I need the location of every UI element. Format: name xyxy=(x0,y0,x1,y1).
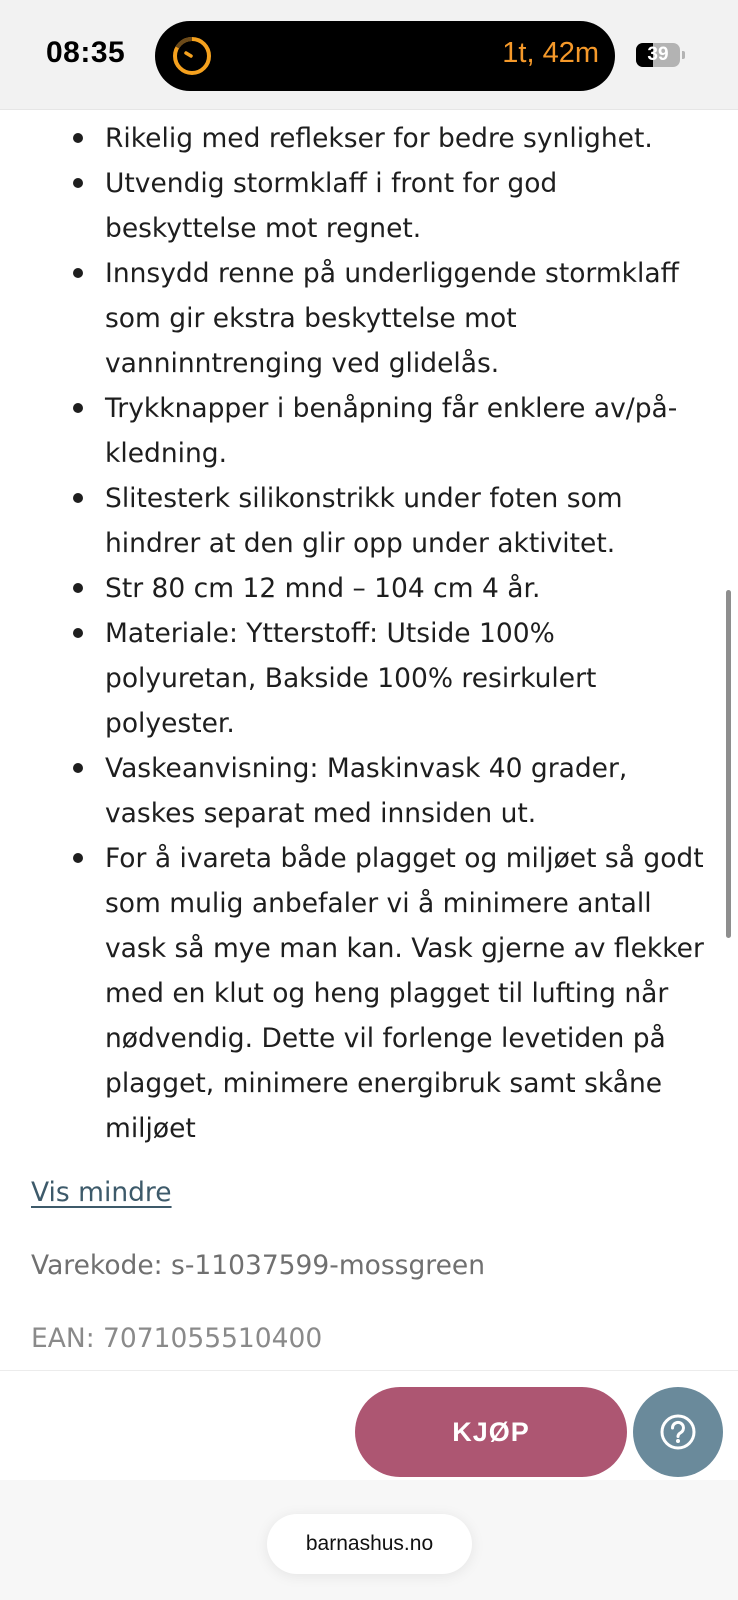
bullet-icon xyxy=(73,178,83,188)
feature-text: Slitesterk silikonstrikk under foten som hindrer at den glir opp under aktivitet. xyxy=(105,483,623,559)
help-button[interactable] xyxy=(633,1387,723,1477)
bullet-icon xyxy=(73,853,83,863)
feature-text: Vaskeanvisning: Maskinvask 40 grader, vaskes separat med innsiden ut. xyxy=(105,753,628,829)
bullet-icon xyxy=(73,493,83,503)
feature-text: Innsydd renne på underliggende stormklaff som gir ekstra beskyttelse mot vanninntrenging ved glidelås. xyxy=(105,258,679,379)
feature-text: Rikelig med reflekser for bedre synlighet. xyxy=(105,123,653,154)
feature-text: Materiale: Ytterstoff: Utside 100% polyuretan, Bakside 100% resirkulert polyester. xyxy=(105,618,597,739)
bullet-icon xyxy=(73,628,83,638)
show-less-link[interactable]: Vis mindre xyxy=(31,1177,172,1208)
product-description xyxy=(0,110,738,1370)
buy-button[interactable]: KJØP xyxy=(355,1387,627,1477)
list-item xyxy=(0,386,738,476)
feature-text: Utvendig stormklaff i front for god beskyttelse mot regnet. xyxy=(105,168,558,244)
scrollbar[interactable] xyxy=(726,590,731,938)
timer-icon xyxy=(171,35,213,77)
battery-icon xyxy=(636,43,680,67)
feature-text: Str 80 cm 12 mnd – 104 cm 4 år. xyxy=(105,573,541,604)
status-time: 08:35 xyxy=(46,36,126,69)
list-item xyxy=(0,476,738,566)
list-item xyxy=(0,836,738,1151)
list-item xyxy=(0,611,738,746)
bullet-icon xyxy=(73,583,83,593)
timer-remaining: 1t, 42m xyxy=(502,37,599,69)
list-item xyxy=(0,566,738,611)
bullet-icon xyxy=(73,133,83,143)
feature-text: Trykknapper i benåpning får enklere av/på-kledning. xyxy=(105,393,678,469)
battery-nub xyxy=(682,51,685,59)
list-item xyxy=(0,161,738,251)
question-circle-icon xyxy=(659,1413,697,1451)
bullet-icon xyxy=(73,268,83,278)
url-bar[interactable]: barnashus.no xyxy=(267,1514,472,1574)
dynamic-island[interactable] xyxy=(155,21,615,91)
sku-code: Varekode: s-11037599-mossgreen xyxy=(31,1250,486,1281)
feature-list xyxy=(0,116,738,1151)
bullet-icon xyxy=(73,403,83,413)
list-item xyxy=(0,746,738,836)
list-item xyxy=(0,251,738,386)
list-item xyxy=(0,116,738,161)
battery-level: 39 xyxy=(647,44,669,65)
ean-code: EAN: 7071055510400 xyxy=(31,1323,323,1354)
status-bar xyxy=(0,0,738,110)
feature-text: For å ivareta både plagget og miljøet så godt som mulig anbefaler vi å minimere antall vask så mye man kan. Vask gjerne av flekker med en klut og heng plagget til lufting når nødvendig. Dette vil forlenge levetiden på plagget, minimere energibruk samt skåne miljøet xyxy=(105,843,704,1144)
bullet-icon xyxy=(73,763,83,773)
